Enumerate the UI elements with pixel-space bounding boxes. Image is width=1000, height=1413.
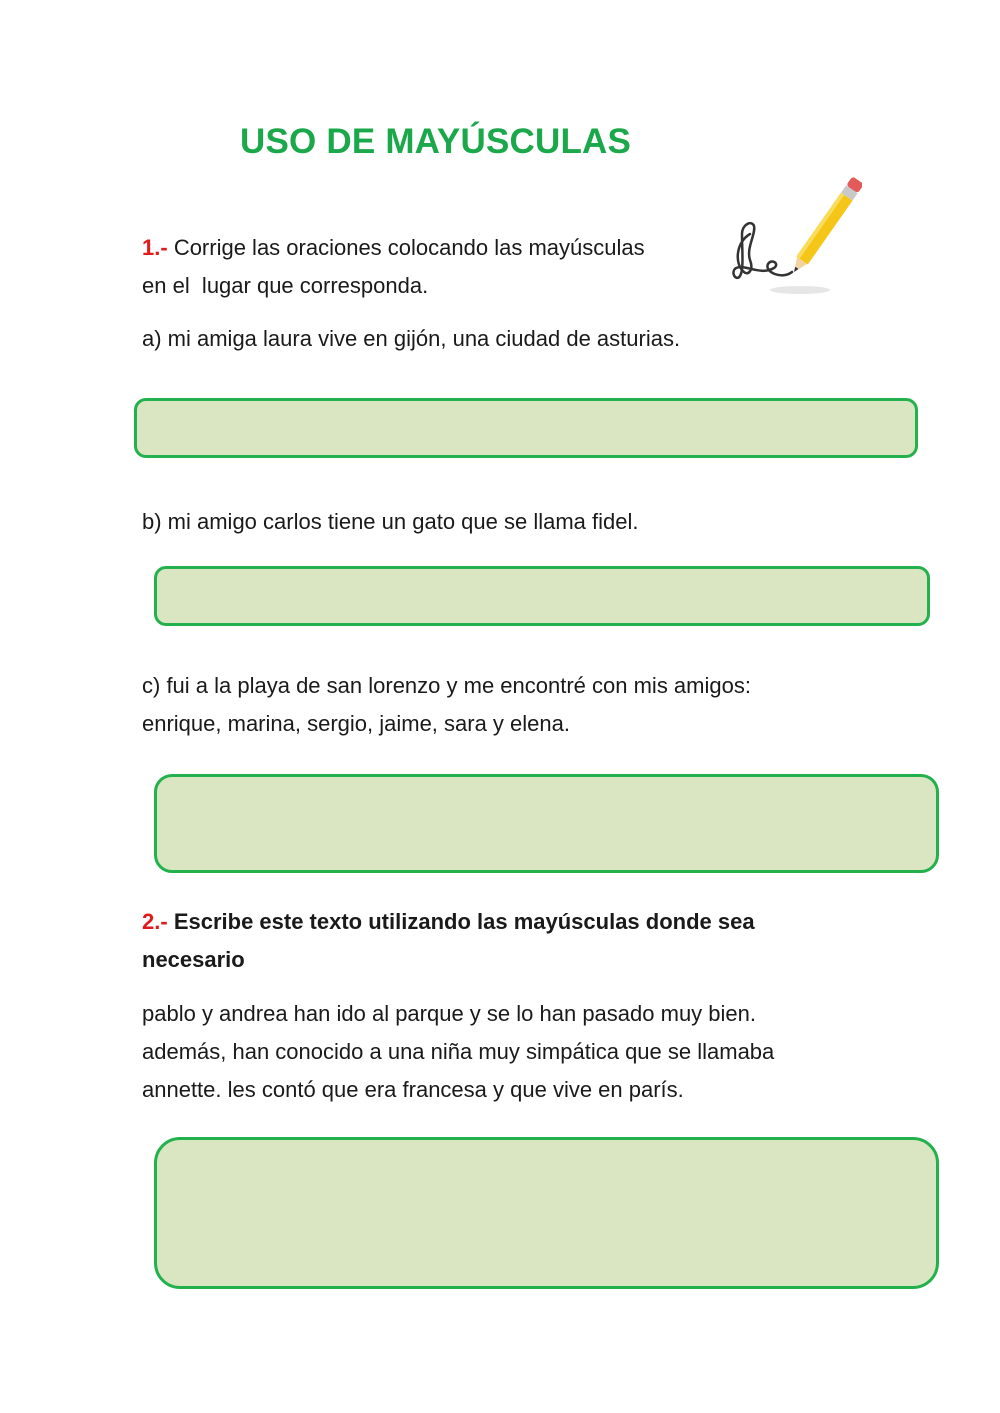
exercise-1-instruction: [142, 229, 645, 305]
exercise-2-text-line2: además, han conocido a una niña muy simpática que se llamaba: [142, 1039, 775, 1064]
answer-box-b[interactable]: [154, 566, 930, 626]
answer-box-c[interactable]: [154, 774, 939, 873]
exercise-2-number: 2.-: [142, 909, 168, 934]
sentence-c-line2: enrique, marina, sergio, jaime, sara y elena.: [142, 711, 570, 736]
exercise-2-instruction-line2: necesario: [142, 947, 245, 972]
pencil-writing-icon: [722, 172, 862, 307]
exercise-2-instruction-line1: Escribe este texto utilizando las mayúsculas donde sea: [173, 909, 755, 934]
sentence-b: b) mi amigo carlos tiene un gato que se llama fidel.: [142, 509, 639, 534]
answer-box-a[interactable]: [134, 398, 918, 458]
page-title: USO DE MAYÚSCULAS: [240, 122, 632, 161]
exercise-2-instruction: [142, 903, 755, 979]
exercise-2-text: [142, 995, 774, 1109]
sentence-c: [142, 667, 751, 743]
exercise-1-instruction-line2: en el lugar que corresponda.: [142, 273, 429, 298]
exercise-2-text-line3: annette. les contó que era francesa y que vive en parís.: [142, 1077, 684, 1102]
sentence-c-line1: c) fui a la playa de san lorenzo y me encontré con mis amigos:: [142, 673, 751, 698]
exercise-2-text-line1: pablo y andrea han ido al parque y se lo han pasado muy bien.: [142, 1001, 756, 1026]
answer-box-text[interactable]: [154, 1137, 939, 1289]
exercise-1-number: 1.-: [142, 235, 168, 260]
exercise-1-instruction-line1: Corrige las oraciones colocando las mayúsculas: [173, 235, 645, 260]
sentence-a: a) mi amiga laura vive en gijón, una ciudad de asturias.: [142, 326, 681, 351]
